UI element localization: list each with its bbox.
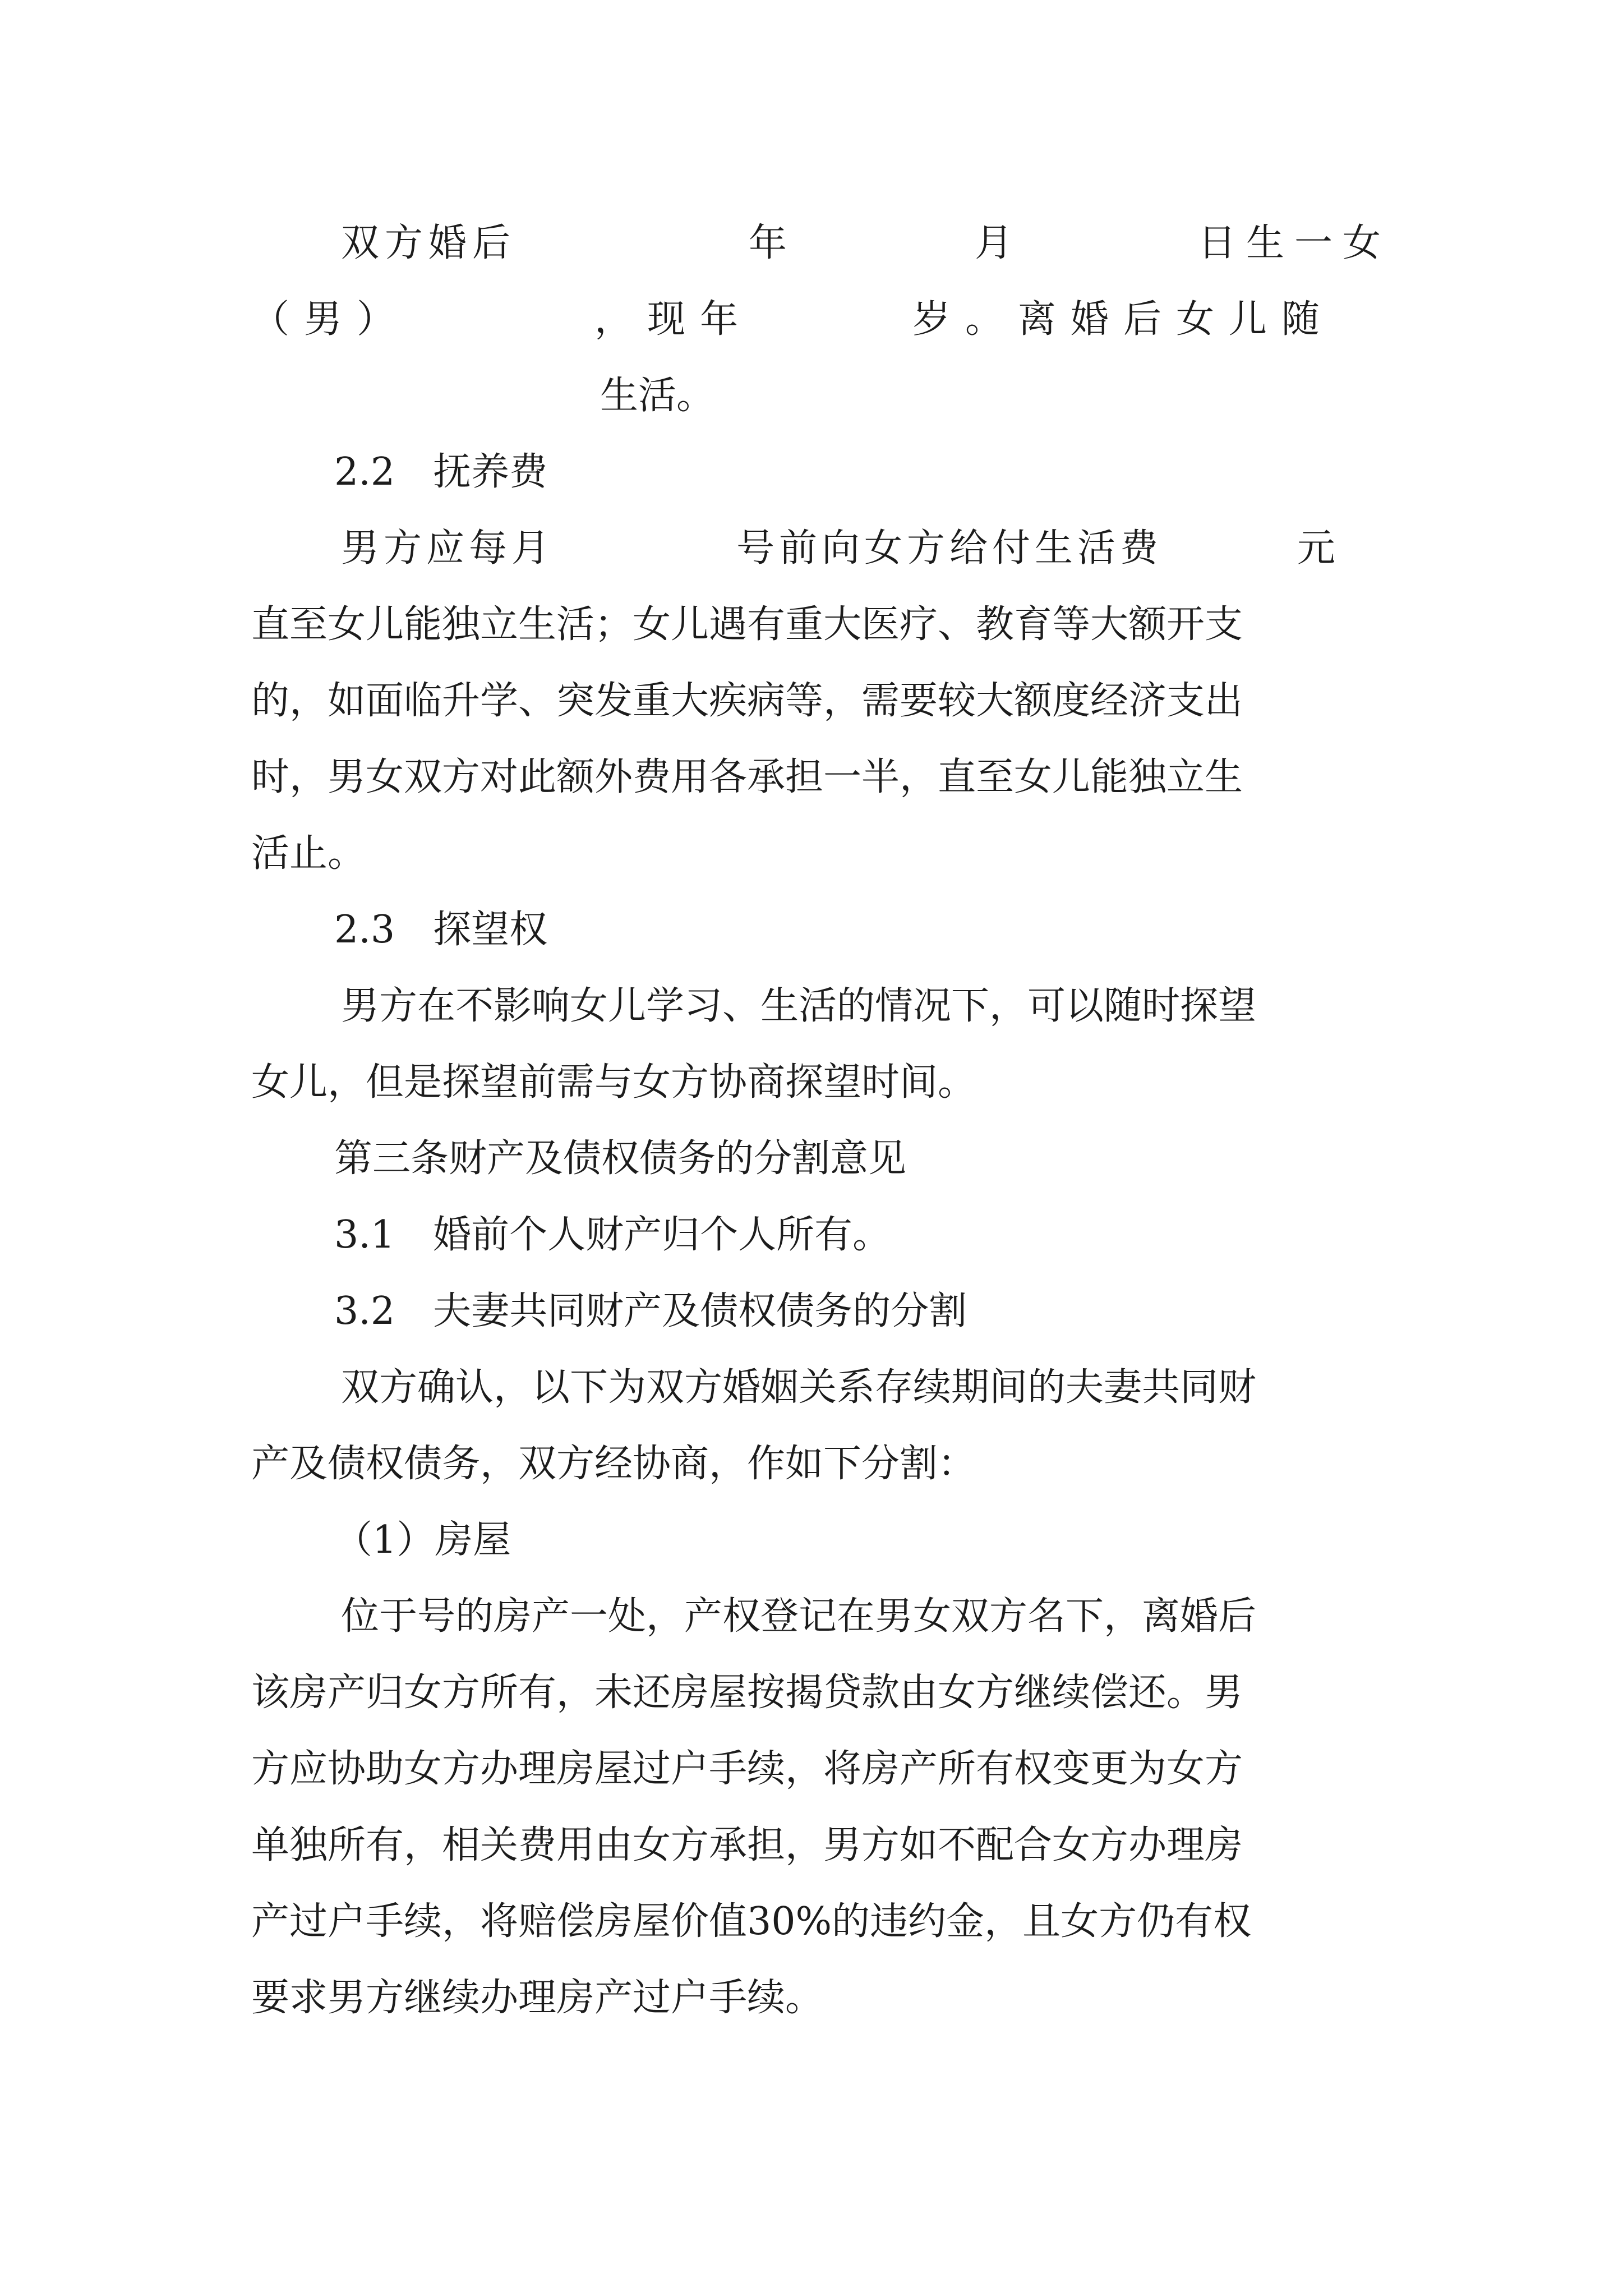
p4-line2: 产及债权债务，双方经协商，作如下分割： [251, 1442, 976, 1486]
p5-line6: 要求男方继续办理房产过户手续。 [251, 1976, 824, 2020]
section-3-1: 3.1 婚前个人财产归个人所有。 [334, 1213, 891, 1257]
article-3-heading: 第三条财产及债权债务的分割意见 [334, 1137, 907, 1181]
p1-l2-a: （男） [251, 297, 410, 342]
p2-line5: 活止。 [251, 831, 366, 876]
p1-l1-a: 双方婚后 [341, 221, 517, 265]
p2-l1-b: 号前向女方给付生活费 [736, 526, 1163, 570]
section-3-2-heading: 3.2 夫妻共同财产及债权债务的分割 [334, 1289, 967, 1333]
p2-line4: 时，男女双方对此额外费用各承担一半，直至女儿能独立生 [251, 755, 1243, 799]
p2-line1 [341, 521, 1381, 577]
p1-line3: 生活。 [600, 374, 715, 418]
p5-line4: 单独所有，相关费用由女方承担，男方如不配合女方办理房 [251, 1823, 1243, 1867]
p2-line3: 的，如面临升学、突发重大疾病等，需要较大额度经济支出 [251, 679, 1243, 723]
p3-line2: 女儿，但是探望前需与女方协商探望时间。 [251, 1060, 976, 1105]
p3-line1: 男方在不影响女儿学习、生活的情况下，可以随时探望 [341, 984, 1257, 1028]
section-2-3-heading: 2.3 探望权 [334, 908, 548, 952]
p5-line3: 方应协助女方办理房屋过户手续，将房产所有权变更为女方 [251, 1747, 1243, 1791]
p4-line1: 双方确认，以下为双方婚姻关系存续期间的夫妻共同财 [341, 1365, 1257, 1410]
p1-line1 [341, 215, 1391, 272]
p1-l1-c: 月 [975, 221, 1013, 265]
p2-line2: 直至女儿能独立生活；女儿遇有重大医疗、教育等大额开支 [251, 602, 1243, 647]
item-1-heading: （1）房屋 [334, 1518, 511, 1562]
p5-line1: 位于号的房产一处，产权登记在男女双方名下，离婚后 [341, 1594, 1257, 1639]
p5-line5: 产过户手续，将赔偿房屋价值30%的违约金，且女方仍有权 [251, 1899, 1252, 1944]
p2-l1-a: 男方应每月 [341, 526, 555, 570]
p1-l2-c: 岁。离婚后女儿随 [912, 297, 1335, 342]
p1-l2-b: ，现年 [594, 297, 753, 342]
p1-line2 [251, 292, 1381, 348]
section-2-2-heading: 2.2 抚养费 [334, 450, 548, 494]
p1-l1-b: 年 [749, 221, 787, 265]
p5-line2: 该房产归女方所有，未还房屋按揭贷款由女方继续偿还。男 [251, 1671, 1243, 1715]
p2-l1-c: 元 [1297, 526, 1336, 570]
p1-l1-d: 日生一女 [1198, 221, 1391, 265]
